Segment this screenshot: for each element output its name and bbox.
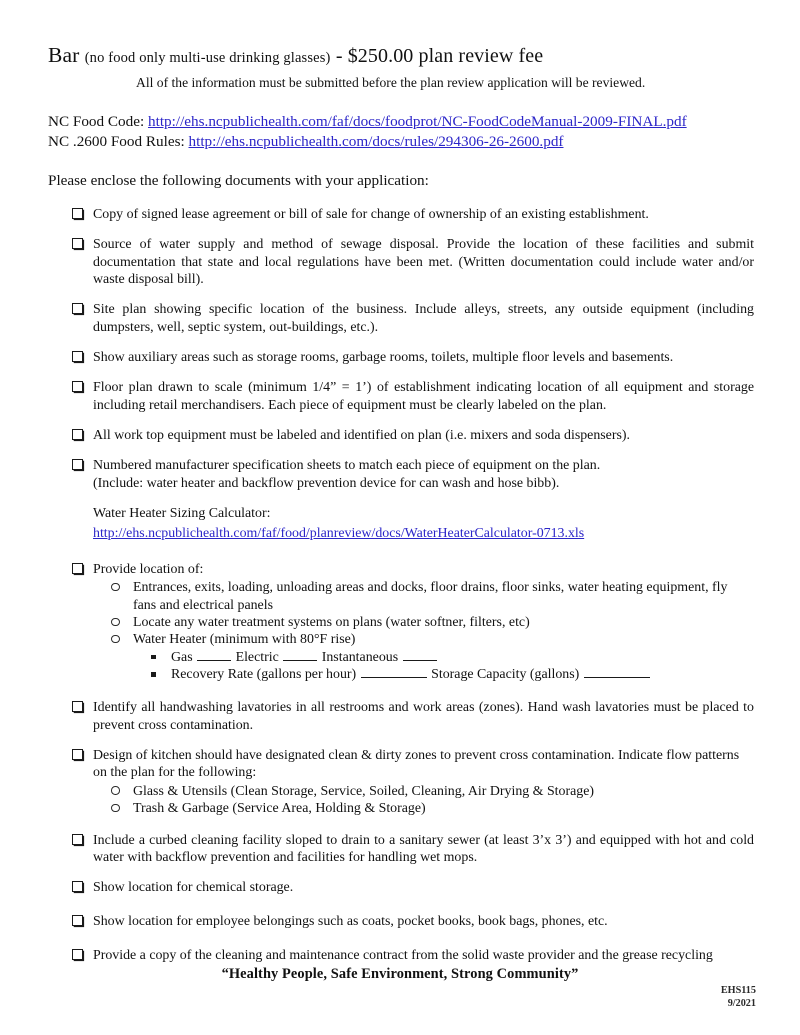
sub-list-item [93,614,754,631]
checklist-item-text: Provide a copy of the cleaning and maintenance contract from the solid waste provider and the grease recycling [93,947,713,963]
water-heater-calculator-label: Water Heater Sizing Calculator: [93,505,271,521]
checkbox-icon[interactable] [72,881,83,892]
checklist-item-text: Show location for employee belongings such as coats, pocket books, book bags, phones, etc. [93,914,608,929]
food-code-link[interactable]: http://ehs.ncpublichealth.com/faf/docs/foodprot/NC-FoodCodeManual-2009-FINAL.pdf [148,113,687,130]
checkbox-icon[interactable] [72,749,83,760]
checklist-item[interactable] [48,457,754,492]
checklist-item[interactable] [48,832,754,867]
reference-link-row [48,112,754,132]
footer-slogan: “Healthy People, Safe Environment, Strong Community” [221,966,579,982]
circle-bullet-icon [111,635,120,644]
checkbox-icon[interactable] [72,429,83,440]
checklist-item[interactable] [48,427,754,445]
checkbox-icon[interactable] [72,351,83,362]
checklist-item-text-line2: (Include: water heater and backflow prevention device for can wash and hose bibb). [93,475,560,491]
sub-list [93,579,754,649]
checklist-item[interactable] [48,379,754,414]
checklist-item[interactable] [48,349,754,367]
checklist-item-text: Site plan showing specific location of the business. Include alleys, streets, any outside equipment (including dumpsters, well, septic system, out-buildings, etc.). [93,302,754,335]
checklist-item[interactable] [48,913,754,931]
square-bullet-icon [151,672,156,677]
checklist-item-text: Numbered manufacturer specification sheets to match each piece of equipment on the plan. [93,457,601,473]
circle-bullet-icon [111,618,120,627]
checklist-item[interactable] [48,206,754,224]
food-code-label: NC Food Code: [48,113,145,130]
checklist-item-text: Include a curbed cleaning facility sloped to drain to a sanitary sewer (at least 3’x 3’) and equipped with hot and cold water with backflow prevention and facilities for handling wet mops. [93,832,754,866]
electric-blank-field[interactable] [283,649,317,661]
storage-capacity-label: Storage Capacity (gallons) [431,667,580,683]
checklist-item-text: Show location for chemical storage. [93,880,294,896]
sub-list-item-text: Glass & Utensils (Clean Storage, Service, Soiled, Cleaning, Air Drying & Storage) [133,783,595,799]
sub-list [93,783,754,818]
sub-list-level3 [93,649,754,684]
checklist-item-text: Copy of signed lease agreement or bill of sale for change of ownership of an existing establishment. [93,207,649,222]
checkbox-icon[interactable] [72,915,83,926]
form-code: EHS115 [720,985,756,996]
checkbox-icon[interactable] [72,834,83,845]
footer-form-info [721,985,756,1010]
water-heater-calculator-link[interactable]: http://ehs.ncpublichealth.com/faf/food/planreview/docs/WaterHeaterCalculator-0713.xls [93,525,585,541]
instantaneous-label: Instantaneous [321,649,399,665]
sub-list-item-text: Locate any water treatment systems on plans (water softner, filters, etc) [133,615,530,631]
checklist-item-text: Design of kitchen should have designated clean & dirty zones to prevent cross contamination. Indicate flow patterns on the plan for the following: [93,747,740,781]
title-fee-text: - $250.00 plan review fee [335,45,544,67]
checkbox-icon[interactable] [72,949,83,960]
electric-label: Electric [235,649,279,665]
sub-list-item-text: Trash & Garbage (Service Area, Holding & Storage) [133,801,426,817]
checklist-item[interactable] [48,947,754,965]
reference-links [48,112,754,152]
checkbox-icon[interactable] [72,238,83,249]
checklist-item-text: Provide location of: [93,561,204,577]
water-heater-calculator-note [48,505,754,543]
checkbox-icon[interactable] [72,563,83,574]
instantaneous-blank-field[interactable] [403,649,437,661]
square-bullet-icon [151,655,156,660]
gas-label: Gas [171,649,193,665]
form-date: 9/2021 [727,997,756,1009]
checklist-item[interactable] [48,301,754,336]
checkbox-icon[interactable] [72,701,83,712]
recovery-rate-blank-field[interactable] [361,666,427,678]
checkbox-icon[interactable] [72,459,83,470]
circle-bullet-icon [111,786,120,795]
checklist [48,206,754,964]
sub-list-item [93,631,754,648]
sub-list3-item [93,666,754,684]
checklist-item-text: Source of water supply and method of sewage disposal. Provide the location of these facilities and submit documentation that state and local regulations have been met. (Written documentation could include water and/or waste disposal bill). [93,237,754,288]
checkbox-icon[interactable] [72,208,83,219]
intro-text: Please enclose the following documents with your application: [48,172,429,189]
reference-link-row [48,132,754,152]
circle-bullet-icon [111,804,120,813]
checkbox-icon[interactable] [72,303,83,314]
sub-list-item [93,579,754,614]
circle-bullet-icon [111,583,120,592]
food-rules-link[interactable]: http://ehs.ncpublichealth.com/docs/rules/294306-26-2600.pdf [188,133,564,150]
sub-list-item [93,783,754,800]
checklist-item[interactable] [48,561,754,684]
gas-blank-field[interactable] [197,649,231,661]
recovery-rate-label: Recovery Rate (gallons per hour) [171,667,357,683]
document-content [48,42,754,977]
page-subtitle: All of the information must be submitted before the plan review application will be reviewed. [136,75,646,90]
title-main-text: Bar [48,43,80,67]
checklist-item-text: All work top equipment must be labeled and identified on plan (i.e. mixers and soda dispensers). [93,427,630,443]
checklist-item-text: Show auxiliary areas such as storage rooms, garbage rooms, toilets, multiple floor levels and basements. [93,350,674,366]
storage-capacity-blank-field[interactable] [584,666,650,678]
checklist-item[interactable] [48,747,754,818]
checklist-item-text: Identify all handwashing lavatories in all restrooms and work areas (zones). Hand wash lavatories must be placed to prevent cross contamination. [93,700,754,733]
title-parenthetical-text: (no food only multi-use drinking glasses) [84,50,331,66]
sub-list-item-text: Entrances, exits, loading, unloading areas and docks, floor drains, floor sinks, water heating equipment, fly fans and electrical panels [133,580,728,613]
checklist-item-text: Floor plan drawn to scale (minimum 1/4” = 1’) of establishment indicating location of all equipment and storage including retail merchandisers. Each piece of equipment must be clearly labeled on the plan. [93,380,754,413]
food-rules-label: NC .2600 Food Rules: [48,133,185,150]
checkbox-icon[interactable] [72,381,83,392]
checklist-item[interactable] [48,699,754,734]
checklist-item[interactable] [48,879,754,897]
page-title [48,42,754,71]
sub-list3-item [93,649,754,667]
sub-list-item [93,800,754,817]
checklist-item[interactable] [48,236,754,289]
sub-list-item-text: Water Heater (minimum with 80°F rise) [133,632,356,648]
